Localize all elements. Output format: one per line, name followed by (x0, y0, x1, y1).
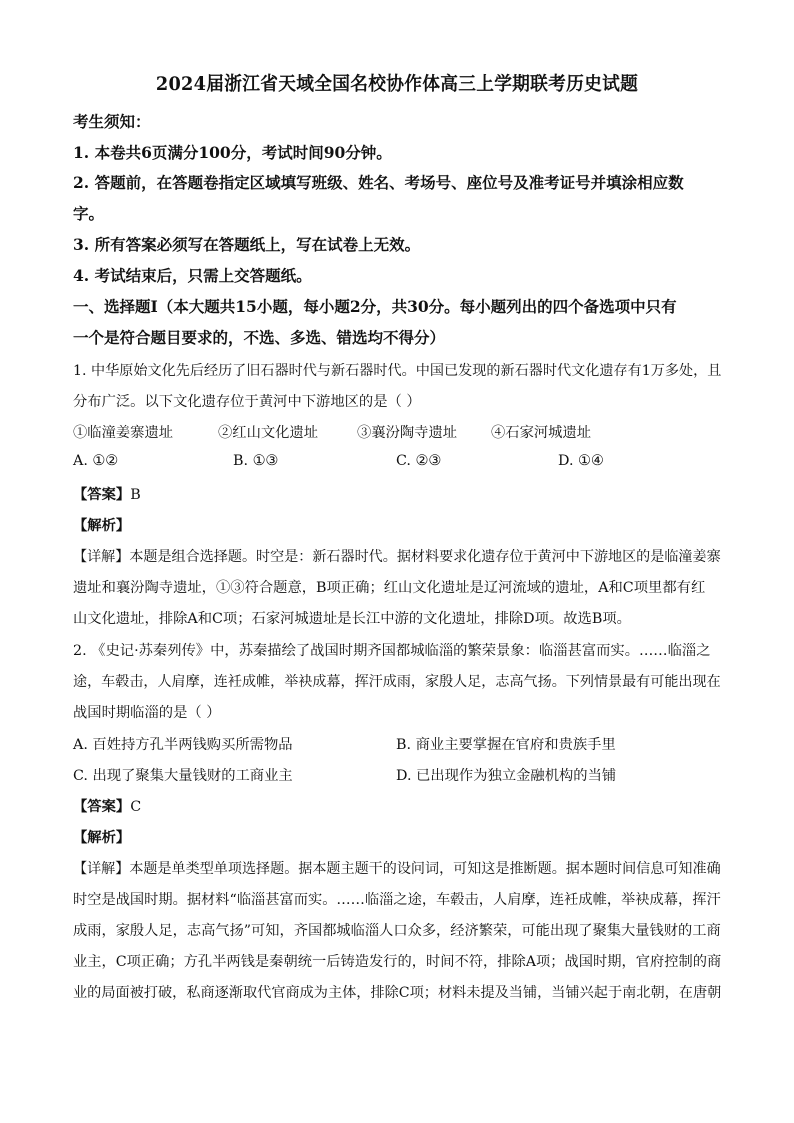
q2-option-b: B. 商业主要掌握在官府和贵族手里 (396, 737, 616, 753)
q2-stem-line-3: 战国时期临淄的是（ ） (73, 705, 221, 721)
q1-stem-line-2: 分布广泛。以下文化遗存位于黄河中下游地区的是（ ） (73, 394, 421, 410)
section-heading-cont: 一个是符合题目要求的，不选、多选、错选均不得分） (73, 328, 446, 347)
notice-item-2: 2. 答题前，在答题卷指定区域填写班级、姓名、考场号、座位号及准考证号并填涂相应数 (73, 173, 684, 192)
q2-stem-line-2: 途，车毂击，人肩摩，连衽成帷，举袂成幕，挥汗成雨，家殷人足，志高气扬。下列情景最有可能出现在 (73, 674, 721, 690)
q1-analysis-label (73, 515, 130, 535)
section-heading: 一、选择题Ⅰ（本大题共15小题，每小题2分，共30分。每小题列出的四个备选项中只有 (73, 297, 677, 316)
q1-item-4: ④石家河城遗址 (491, 425, 592, 441)
q2-detail-line-2: 时空是战国时期。据材料“临淄甚富而实。……临淄之途，车毂击，人肩摩，连衽成帷，举袂成幕，挥汗 (73, 892, 721, 908)
q2-detail-line-1: 【详解】本题是单类型单项选择题。据本题主题干的设问词，可知这是推断题。据本题时间信息可知准确 (73, 861, 721, 877)
q2-detail-line-3: 成雨，家殷人足，志高气扬”可知，齐国都城临淄人口众多，经济繁荣，可能出现了聚集大量钱财的工商 (73, 923, 721, 939)
q1-item-2: ②红山文化遗址 (218, 425, 319, 441)
answer-label: 【答案】 (73, 799, 131, 815)
notice-item-4: 4. 考试结束后，只需上交答题纸。 (73, 266, 312, 285)
q1-option-b: B. ①③ (233, 453, 279, 469)
q1-detail-line-2: 遗址和襄汾陶寺遗址，①③符合题意，B项正确；红山文化遗址是辽河流域的遗址，A和C项里都有红 (73, 580, 706, 596)
q1-answer (73, 484, 141, 504)
q1-item-3: ③襄汾陶寺遗址 (357, 425, 458, 441)
answer-value: C (130, 799, 142, 815)
q2-option-c: C. 出现了聚集大量钱财的工商业主 (73, 768, 293, 784)
q1-stem-line-1: 1. 中华原始文化先后经历了旧石器时代与新石器时代。中国已发现的新石器时代文化遗存有1万多处，且 (73, 363, 722, 379)
notice-item-3: 3. 所有答案必须写在答题纸上，写在试卷上无效。 (73, 235, 421, 254)
q2-analysis-label (73, 827, 130, 847)
analysis-label: 【解析】 (73, 518, 131, 534)
notice-heading: 考生须知： (73, 112, 151, 131)
answer-label: 【答案】 (73, 487, 131, 503)
analysis-label: 【解析】 (73, 830, 131, 846)
q2-stem-line-1: 2. 《史记·苏秦列传》中，苏秦描绘了战国时期齐国都城临淄的繁荣景象：临淄甚富而实。……临淄之 (73, 643, 711, 659)
q2-detail-line-5: 业的局面被打破，私商逐渐取代官商成为主体，排除C项；材料未提及当铺，当铺兴起于南北朝，在唐朝 (73, 985, 722, 1001)
answer-value: B (130, 487, 141, 503)
q2-option-a: A. 百姓持方孔半两钱购买所需物品 (73, 737, 293, 753)
q1-detail-line-3: 山文化遗址，排除A和C项；石家河城遗址是长江中游的文化遗址，排除D项。故选B项。 (73, 611, 631, 627)
notice-item-2-cont: 字。 (73, 204, 105, 223)
page-title: 2024届浙江省天域全国名校协作体高三上学期联考历史试题 (155, 74, 639, 95)
q1-option-d: D. ①④ (558, 453, 604, 469)
q1-option-c: C. ②③ (396, 453, 442, 469)
q1-option-a: A. ①② (73, 453, 119, 469)
q2-detail-line-4: 业主，C项正确；方孔半两钱是秦朝统一后铸造发行的，时间不符，排除A项；战国时期，官府控制的商 (73, 954, 722, 970)
notice-item-1: 1. 本卷共6页满分100分，考试时间90分钟。 (73, 143, 392, 162)
q1-detail-line-1: 【详解】本题是组合选择题。时空是：新石器时代。据材料要求化遗存位于黄河中下游地区的是临潼姜寨 (73, 549, 721, 565)
q2-option-d: D. 已出现作为独立金融机构的当铺 (396, 768, 617, 784)
q2-answer (73, 796, 141, 816)
q1-item-1: ①临潼姜寨遗址 (73, 425, 174, 441)
